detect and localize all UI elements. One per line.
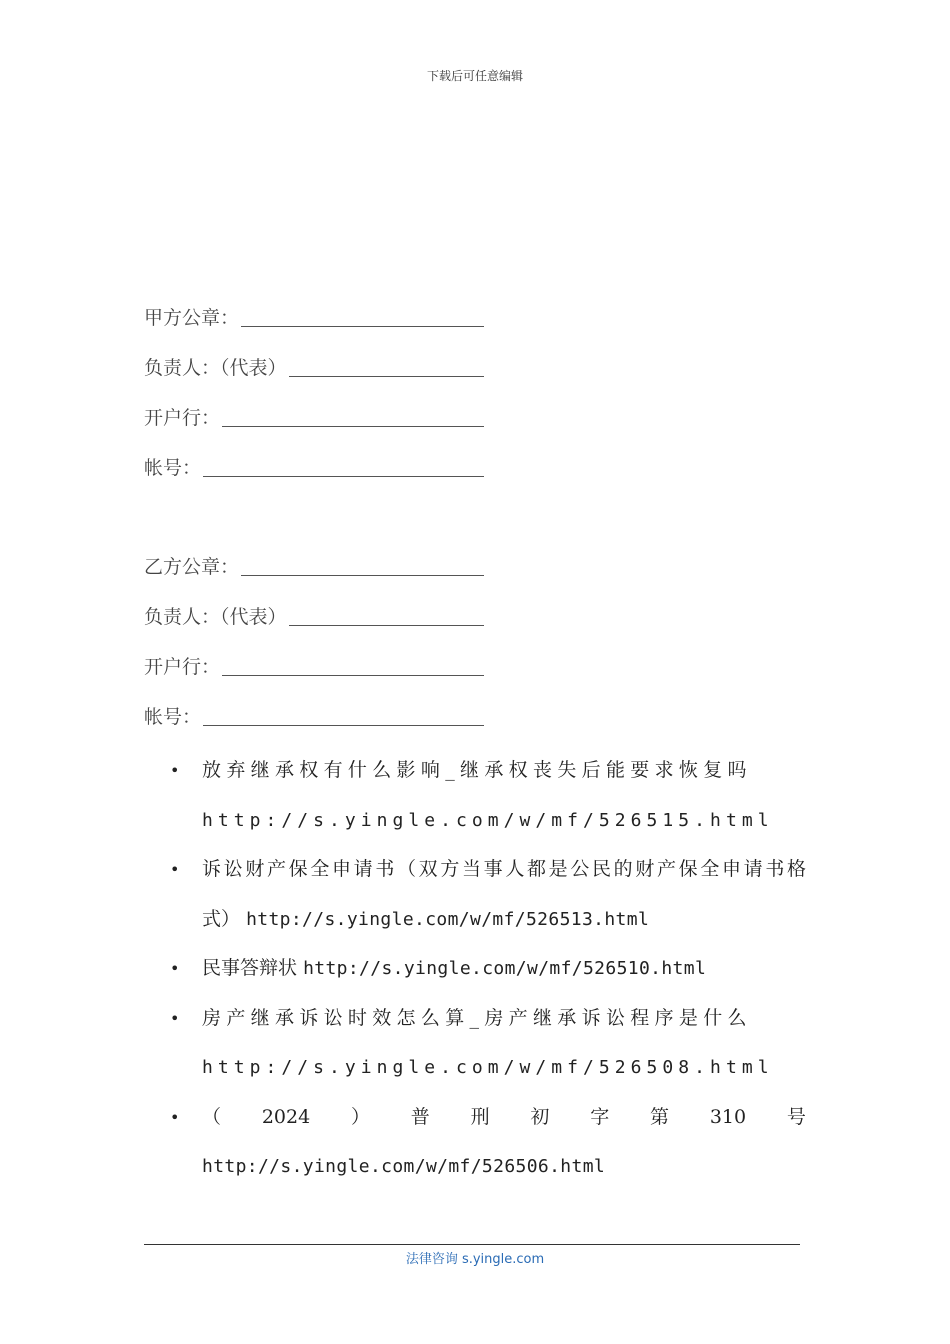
link-url[interactable]: http://s.yingle.com/w/mf/526506.html (202, 1156, 606, 1177)
link-title[interactable]: （ 2024 ） 普 刑 初 字 第 310 号 (202, 1105, 806, 1128)
party-a-rep-blank (289, 375, 484, 377)
party-a-bank-label: 开户行： (144, 407, 221, 429)
list-item[interactable] (170, 746, 806, 845)
party-a-rep-label: 负责人：（代表） (144, 357, 287, 379)
party-b-bank-row (144, 633, 484, 683)
bullet-icon: • (170, 959, 180, 978)
link-title[interactable]: 诉讼财产保全申请书（双方当事人都是公民的财产保全申请书格式） (202, 858, 806, 930)
bullet-icon: • (170, 860, 180, 879)
party-b-rep-blank (289, 624, 484, 626)
link-url[interactable]: http://s.yingle.com/w/mf/526515.html (202, 809, 774, 831)
party-b-seal-row (144, 533, 484, 583)
party-a-account-blank (203, 475, 484, 477)
link-title[interactable]: 房产继承诉讼时效怎么算_房产继承诉讼程序是什么 (202, 1006, 752, 1029)
link-url[interactable]: http://s.yingle.com/w/mf/526508.html (202, 1057, 774, 1078)
list-item[interactable] (170, 944, 806, 994)
party-b-rep-row (144, 583, 484, 633)
footer-link[interactable]: 法律咨询 s.yingle.com (405, 1252, 545, 1267)
party-b-seal-label: 乙方公章： (144, 556, 240, 578)
party-b-signature-block (144, 533, 484, 733)
list-item[interactable] (170, 1093, 806, 1192)
bullet-icon: • (170, 761, 180, 780)
list-item[interactable] (170, 994, 806, 1093)
party-b-bank-label: 开户行： (144, 656, 221, 678)
party-a-seal-blank (241, 325, 484, 327)
party-a-signature-block (144, 284, 484, 484)
page-header: 下载后可任意编辑 (426, 69, 523, 83)
party-a-account-label: 帐号： (144, 457, 202, 479)
party-a-account-row (144, 434, 484, 484)
party-a-seal-label: 甲方公章： (144, 307, 240, 329)
link-title[interactable]: 放弃继承权有什么影响_继承权丧失后能要求恢复吗 (202, 759, 752, 781)
link-title[interactable]: 民事答辩状 (202, 957, 298, 979)
related-links-list (170, 746, 806, 1192)
party-a-rep-row (144, 334, 484, 384)
list-item[interactable] (170, 845, 806, 944)
party-b-account-row (144, 683, 484, 733)
bullet-icon: • (170, 1107, 180, 1127)
party-b-rep-label: 负责人：（代表） (144, 606, 287, 628)
party-a-bank-blank (222, 425, 484, 427)
party-a-seal-row (144, 284, 484, 334)
party-b-account-blank (203, 724, 484, 726)
footer-divider (144, 1244, 800, 1245)
bullet-icon: • (170, 1008, 180, 1028)
link-url[interactable]: http://s.yingle.com/w/mf/526510.html (303, 958, 707, 979)
link-url[interactable]: http://s.yingle.com/w/mf/526513.html (246, 908, 650, 930)
party-a-bank-row (144, 384, 484, 434)
party-b-account-label: 帐号： (144, 706, 202, 728)
party-b-bank-blank (222, 674, 484, 676)
party-b-seal-blank (241, 574, 484, 576)
